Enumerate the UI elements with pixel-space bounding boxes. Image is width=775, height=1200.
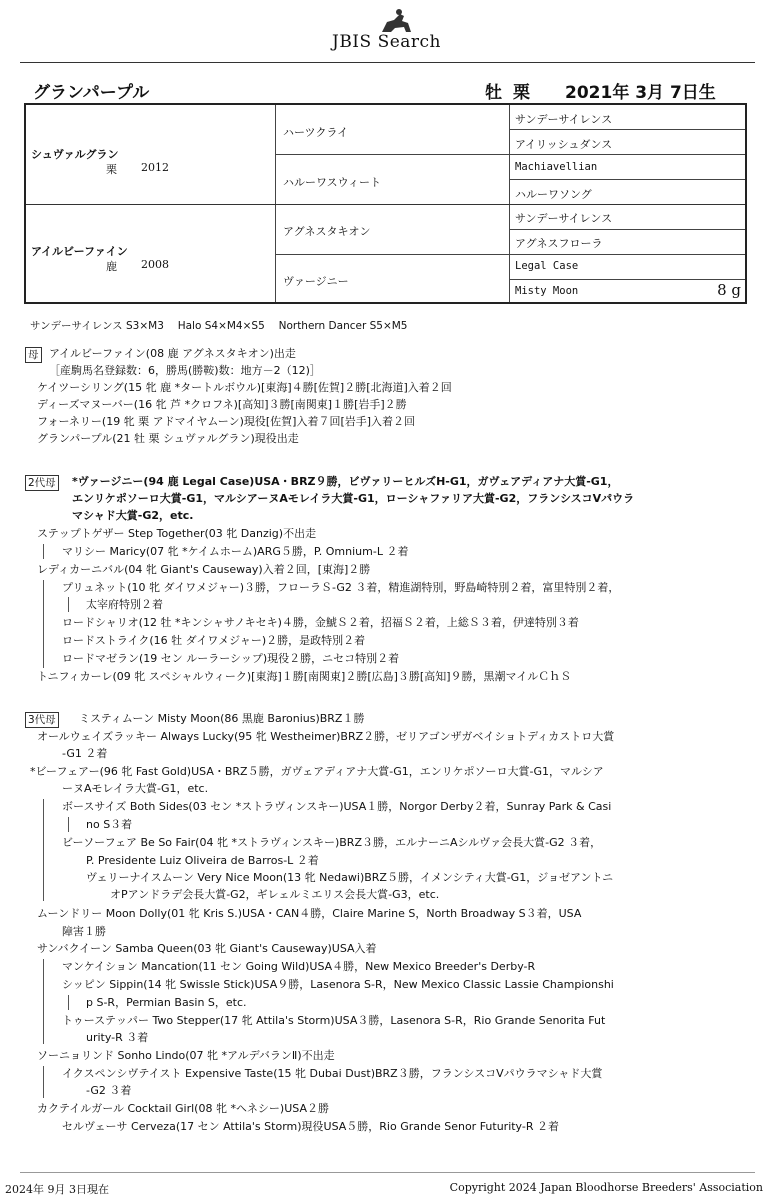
family-line: カクテイルガール Cocktail Girl(08 牝 *ヘネシー)USA２勝 xyxy=(37,1102,329,1115)
sire-name[interactable]: シュヴァルグラン xyxy=(31,148,119,161)
family-line: P. Presidente Luiz Oliveira de Barros-L ２着 xyxy=(86,854,319,867)
horse-name: グランパープル xyxy=(33,83,150,103)
family-line: ミスティムーン Misty Moon(86 黒鹿 Baronius)BRZ１勝 xyxy=(79,712,365,725)
g3-ancestor[interactable]: ハルーワソング xyxy=(515,188,592,201)
dam-year: 2008 xyxy=(141,258,169,271)
family-line: レディカーニバル(04 牝 Giant's Causeway)入着２回，[東海]２勝 xyxy=(37,563,371,576)
family-line: 障害１勝 xyxy=(62,925,106,938)
family-line: トゥーステッパー Two Stepper(17 牝 Attila's Storm)USA３勝，Lasenora S-R，Rio Grande Senorita Fut xyxy=(62,1014,606,1027)
family-line: p S-R，Permian Basin S，etc. xyxy=(86,996,247,1009)
sire-year: 2012 xyxy=(141,161,169,174)
family-line: ケイツーシリング(15 牝 鹿 *タートルボウル)[東海]４勝[佐賀]２勝[北海道]入着２回 xyxy=(37,381,452,394)
family-line: サンバクイーン Samba Queen(03 牝 Giant's Causeway)USA入着 xyxy=(37,942,377,955)
family-line: -G1 ２着 xyxy=(62,747,108,760)
family-line: 太宰府特別２着 xyxy=(86,598,163,611)
family-line: ［産駒馬名登録数：6，勝馬(勝鞍)数：地方－2（12)］ xyxy=(49,364,321,377)
family-line: ディーズマヌーバー(16 牝 芦 *クロフネ)[高知]３勝[南関東]１勝[岩手]２勝 xyxy=(37,398,407,411)
dam-name[interactable]: アイルビーファイン xyxy=(31,245,128,258)
family-line: エンリケポソーロ大賞-G1，マルシアーヌAモレイラ大賞-G1，ローシャファリア大賞-G2，フランシスコVパウラ xyxy=(72,492,635,505)
dam-color: 鹿 xyxy=(106,260,117,273)
family-line: セルヴェーサ Cerveza(17 セン Attila's Storm)現役USA５勝，Rio Grande Senor Futurity-R ２着 xyxy=(62,1120,559,1133)
g3-ancestor[interactable]: サンデーサイレンス xyxy=(515,113,613,126)
g2-dam-dam[interactable]: ヴァージニー xyxy=(283,275,349,288)
family-line: プリュネット(10 牝 ダイワメジャー)３勝，フローラＳ-G2 ３着，精進湖特別，野島崎特別２着，富里特別２着， xyxy=(62,581,620,594)
birth-date: 2021年 3月 7日生 xyxy=(565,83,716,103)
header-rule xyxy=(20,62,755,63)
as-of-date: 2024年 9月 3日現在 xyxy=(5,1183,109,1196)
g2-dam-sire[interactable]: アグネスタキオン xyxy=(283,225,371,238)
family-line: ステップトゲザー Step Together(03 牝 Danzig)不出走 xyxy=(37,527,317,540)
family-line: ロードマゼラン(19 セン ルーラーシップ)現役２勝，ニセコ特別２着 xyxy=(62,652,400,665)
g3-ancestor[interactable]: アグネスフローラ xyxy=(515,237,603,250)
g3-dam-label: 3代母 xyxy=(25,712,59,728)
sire-color: 栗 xyxy=(106,163,117,176)
family-line: ロードシャリオ(12 牡 *キンシャサノキセキ)４勝，金鯱Ｓ２着，招福Ｓ２着，上総Ｓ３着，伊達特別３着 xyxy=(62,616,579,629)
family-line: イクスペンシヴテイスト Expensive Taste(15 牝 Dubai Dust)BRZ３勝，フランシスコVパウラマシャド大賞 xyxy=(62,1067,603,1080)
logo-text: JBIS Search xyxy=(332,32,442,52)
horse-color: 栗 xyxy=(513,83,530,103)
g2-sire-dam[interactable]: ハルーワスウィート xyxy=(283,176,382,189)
inbreeding-line: サンデーサイレンス S3×M3 Halo S4×M4×S5 Northern Dancer S5×M5 xyxy=(30,320,408,332)
family-line: no S３着 xyxy=(86,818,133,831)
g3-ancestor[interactable]: Misty Moon xyxy=(515,285,579,297)
family-line: フォーネリー(19 牝 栗 アドマイヤムーン)現役[佐賀]入着７回[岩手]入着２回 xyxy=(37,415,416,428)
g3-ancestor[interactable]: Machiavellian xyxy=(515,161,598,173)
family-line: シッピン Sippin(14 牝 Swissle Stick)USA９勝，Lasenora S-R，New Mexico Classic Lassie Championshi xyxy=(62,978,614,991)
family-line: *ヴァージニー(94 鹿 Legal Case)USA・BRZ９勝，ビヴァリーヒルズH-G1，ガヴェアディアナ大賞-G1， xyxy=(72,475,619,488)
dam-label: 母 xyxy=(25,347,42,363)
pedigree-table xyxy=(24,103,747,304)
family-line: アイルビーファイン(08 鹿 アグネスタキオン)出走 xyxy=(49,347,296,360)
copyright: Copyright 2024 Japan Bloodhorse Breeders' Association xyxy=(449,1181,763,1194)
family-line: -G2 ３着 xyxy=(86,1084,132,1097)
g2-dam-label: 2代母 xyxy=(25,475,59,491)
family-line: マンケイション Mancation(11 セン Going Wild)USA４勝，New Mexico Breeder's Derby-R xyxy=(62,960,536,973)
g2-sire-sire[interactable]: ハーツクライ xyxy=(283,126,349,139)
g3-ancestor[interactable]: アイリッシュダンス xyxy=(515,138,613,151)
family-line: ソーニョリンド Sonho Lindo(07 牝 *アルデバランⅡ)不出走 xyxy=(37,1049,335,1062)
g3-ancestor[interactable]: サンデーサイレンス xyxy=(515,212,613,225)
family-line: ヴェリーナイスムーン Very Nice Moon(13 牝 Nedawi)BRZ５勝，イメンシティ大賞-G1，ジョゼアントニ xyxy=(86,871,614,884)
family-line: ロードストライク(16 牡 ダイワメジャー)２勝，是政特別２着 xyxy=(62,634,366,647)
family-line: グランパープル(21 牡 栗 シュヴァルグラン)現役出走 xyxy=(37,432,299,445)
horse-sex: 牡 xyxy=(485,83,502,103)
family-line: ムーンドリー Moon Dolly(01 牝 Kris S.)USA・CAN４勝，Claire Marine S，North Broadway S３着，USA xyxy=(37,907,582,920)
family-line: *ビーフェアー(96 牝 Fast Gold)USA・BRZ５勝，ガヴェアディアナ大賞-G1，エンリケポソーロ大賞-G1，マルシア xyxy=(30,765,604,778)
family-line: マリシー Maricy(07 牝 *ケイムホーム)ARG５勝，P. Omnium-L ２着 xyxy=(62,545,409,558)
family-line: オPアンドラデ会長大賞-G2，ギレェルミエリス会長大賞-G3，etc. xyxy=(110,888,440,901)
family-line: ーヌAモレイラ大賞-G1，etc. xyxy=(62,782,209,795)
jbis-logo[interactable] xyxy=(332,8,462,54)
family-line: トニフィカーレ(09 牝 スペシャルウィーク)[東海]１勝[南関東]２勝[広島]３勝[高知]９勝，黒潮マイルＣｈＳ xyxy=(37,670,572,683)
family-line: ビーソーフェア Be So Fair(04 牝 *ストラヴィンスキー)BRZ３勝，エルナーニAシルヴァ会長大賞-G2 ３着， xyxy=(62,836,602,849)
horse-rider-icon xyxy=(378,8,414,34)
family-line: マシャド大賞-G2，etc. xyxy=(72,509,194,522)
g3-ancestor[interactable]: Legal Case xyxy=(515,260,579,272)
pedigree-badge: 8 g xyxy=(717,281,741,299)
footer-rule xyxy=(20,1172,755,1173)
family-line: urity-R ３着 xyxy=(86,1031,149,1044)
family-line: オールウェイズラッキー Always Lucky(95 牝 Westheimer)BRZ２勝，ゼリアゴンザガベイショトディカストロ大賞 xyxy=(37,730,615,743)
family-line: ボースサイズ Both Sides(03 セン *ストラヴィンスキー)USA１勝，Norgor Derby２着，Sunray Park & Casi xyxy=(62,800,612,813)
